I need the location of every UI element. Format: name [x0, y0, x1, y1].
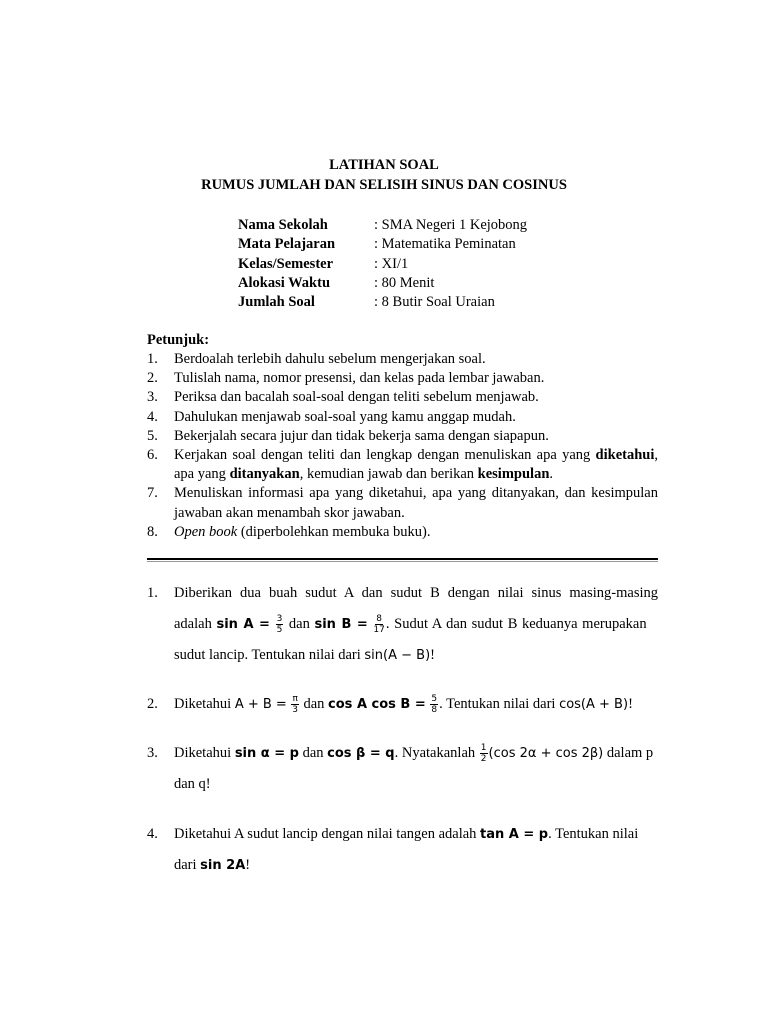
list-item	[147, 446, 658, 484]
list-text: Dahulukan menjawab soal-soal yang kamu anggap mudah.	[174, 408, 516, 425]
text-run: dalam p	[603, 745, 654, 761]
info-value: : XI/1	[374, 255, 409, 272]
math-expression: A + B =	[234, 697, 287, 712]
info-label: Kelas/Semester	[238, 255, 334, 272]
fraction-denominator: 3	[292, 705, 299, 716]
info-value: : 80 Menit	[374, 274, 435, 291]
list-item	[147, 369, 658, 388]
info-label: Alokasi Waktu	[238, 274, 331, 291]
math-expression: (cos 2α + cos 2β)	[488, 746, 604, 761]
text-run: Diketahui A sudut lancip dengan nilai tangen adalah	[174, 826, 481, 842]
text-run: Diberikan dua buah sudut A dan sudut B dengan nilai sinus masing-masing	[174, 585, 658, 601]
list-text: Menuliskan informasi apa yang diketahui, apa yang ditanyakan, dan kesimpulan jawaban akan menambah skor jawaban.	[174, 485, 658, 521]
text-run: dan	[298, 745, 328, 761]
list-number: 3.	[147, 389, 158, 406]
math-expression: sin(A − B)	[364, 648, 431, 663]
text-run: (diperbolehkan membuka buku).	[237, 523, 431, 540]
fraction-denominator: 17	[373, 625, 385, 636]
fraction	[276, 614, 284, 635]
text-run: .	[549, 466, 554, 483]
question-number: 3.	[147, 745, 158, 761]
text-run: !	[628, 696, 633, 712]
document-subtitle: RUMUS JUMLAH DAN SELISIH SINUS DAN COSINUS	[201, 177, 567, 193]
text-run: . Nyatakanlah	[394, 745, 479, 761]
math-expression: sin 2A	[200, 858, 246, 873]
list-item	[147, 408, 658, 427]
math-expression: sin B =	[314, 617, 368, 632]
math-expression: cos β = q	[327, 746, 395, 761]
question-text	[174, 741, 658, 803]
info-label: Mata Pelajaran	[238, 236, 336, 253]
question-text	[174, 692, 658, 723]
fraction-denominator: 8	[431, 705, 438, 716]
list-text	[174, 523, 658, 542]
italic-term: Open book	[174, 523, 238, 540]
list-text: Berdoalah terlebih dahulu sebelum mengerjakan soal.	[174, 351, 486, 367]
list-item	[147, 484, 658, 522]
list-number: 4.	[147, 408, 158, 425]
list-number: 8.	[147, 523, 158, 540]
list-text: Bekerjalah secara jujur dan tidak bekerja sama dengan siapapun.	[174, 427, 549, 444]
question-line	[174, 581, 658, 612]
instructions-heading: Petunjuk:	[147, 332, 210, 348]
text-run: . Tentukan nilai dari	[439, 696, 560, 712]
text-run: , apa yang	[174, 447, 659, 483]
text-run: Diketahui	[174, 745, 235, 761]
fraction-numerator: 1	[480, 743, 487, 754]
text-run: sudut lancip. Tentukan nilai dari	[174, 647, 365, 663]
question-text	[174, 822, 658, 884]
question-number: 4.	[147, 826, 158, 842]
question-text	[174, 581, 658, 674]
math-expression: cos(A + B)	[559, 697, 629, 712]
info-row-class	[238, 255, 527, 274]
text-run: dari	[174, 857, 201, 873]
list-text: Periksa dan bacalah soal-soal dengan teliti sebelum menjawab.	[174, 389, 539, 406]
info-label: Nama Sekolah	[238, 217, 328, 233]
bold-term: diketahui	[595, 447, 655, 464]
section-divider-shadow	[147, 561, 658, 562]
question-line	[174, 612, 658, 643]
math-expression: sin A =	[216, 617, 270, 632]
fraction-denominator: 2	[480, 754, 487, 765]
text-run: adalah	[174, 616, 217, 632]
question-4	[147, 822, 658, 884]
fraction	[480, 743, 488, 764]
info-value: : SMA Negeri 1 Kejobong	[374, 217, 528, 233]
math-expression: cos A cos B =	[328, 697, 426, 712]
bold-term: ditanyakan	[229, 466, 300, 483]
info-row-subject	[238, 235, 527, 254]
fraction	[291, 694, 298, 715]
question-line	[174, 853, 658, 884]
info-row-school	[238, 216, 527, 235]
info-label: Jumlah Soal	[238, 294, 315, 311]
text-run: dan q!	[174, 776, 211, 792]
fraction-numerator: π	[292, 694, 298, 705]
info-row-count	[238, 293, 527, 312]
math-expression: sin α = p	[234, 746, 299, 761]
bold-term: kesimpulan	[477, 466, 550, 483]
question-line	[174, 692, 658, 723]
fraction-numerator: 3	[276, 614, 283, 625]
text-run: dan	[299, 696, 329, 712]
list-item	[147, 427, 658, 446]
question-number: 1.	[147, 585, 158, 601]
document-title: LATIHAN SOAL	[329, 157, 439, 173]
fraction	[430, 694, 438, 715]
fraction-numerator: 8	[376, 614, 383, 625]
question-line	[174, 772, 658, 803]
question-3	[147, 741, 658, 803]
list-number: 1.	[147, 351, 158, 367]
text-run: Kerjakan soal dengan teliti dan lengkap dengan menuliskan apa yang	[174, 447, 591, 464]
list-number: 7.	[147, 485, 158, 502]
list-number: 6.	[147, 447, 158, 464]
list-text	[174, 446, 658, 484]
question-line	[174, 741, 658, 772]
math-expression: tan A = p	[480, 827, 549, 842]
question-number: 2.	[147, 696, 158, 712]
list-item	[147, 388, 658, 407]
info-table	[238, 216, 527, 312]
info-value: : 8 Butir Soal Uraian	[374, 294, 495, 311]
list-number: 2.	[147, 370, 158, 387]
question-line	[174, 822, 658, 853]
text-run: . Tentukan nilai	[548, 826, 639, 842]
text-run: . Sudut A dan sudut B keduanya merupakan	[385, 616, 647, 632]
info-row-time	[238, 274, 527, 293]
text-run: !	[430, 647, 435, 663]
fraction-denominator: 5	[276, 625, 283, 636]
fraction	[373, 614, 384, 635]
info-value: : Matematika Peminatan	[374, 236, 516, 253]
instructions-list	[147, 350, 658, 542]
text-run: dan	[284, 616, 315, 632]
section-divider	[147, 558, 658, 560]
text-run: , kemudian jawab dan berikan	[299, 466, 478, 483]
list-text: Tulislah nama, nomor presensi, dan kelas pada lembar jawaban.	[174, 370, 545, 387]
question-1	[147, 581, 658, 674]
question-2	[147, 692, 658, 723]
text-run: !	[245, 857, 251, 873]
list-item	[147, 523, 658, 542]
list-number: 5.	[147, 427, 158, 444]
text-run: Diketahui	[174, 696, 235, 712]
list-item	[147, 350, 658, 369]
question-line	[174, 643, 658, 674]
fraction-numerator: 5	[431, 694, 438, 705]
